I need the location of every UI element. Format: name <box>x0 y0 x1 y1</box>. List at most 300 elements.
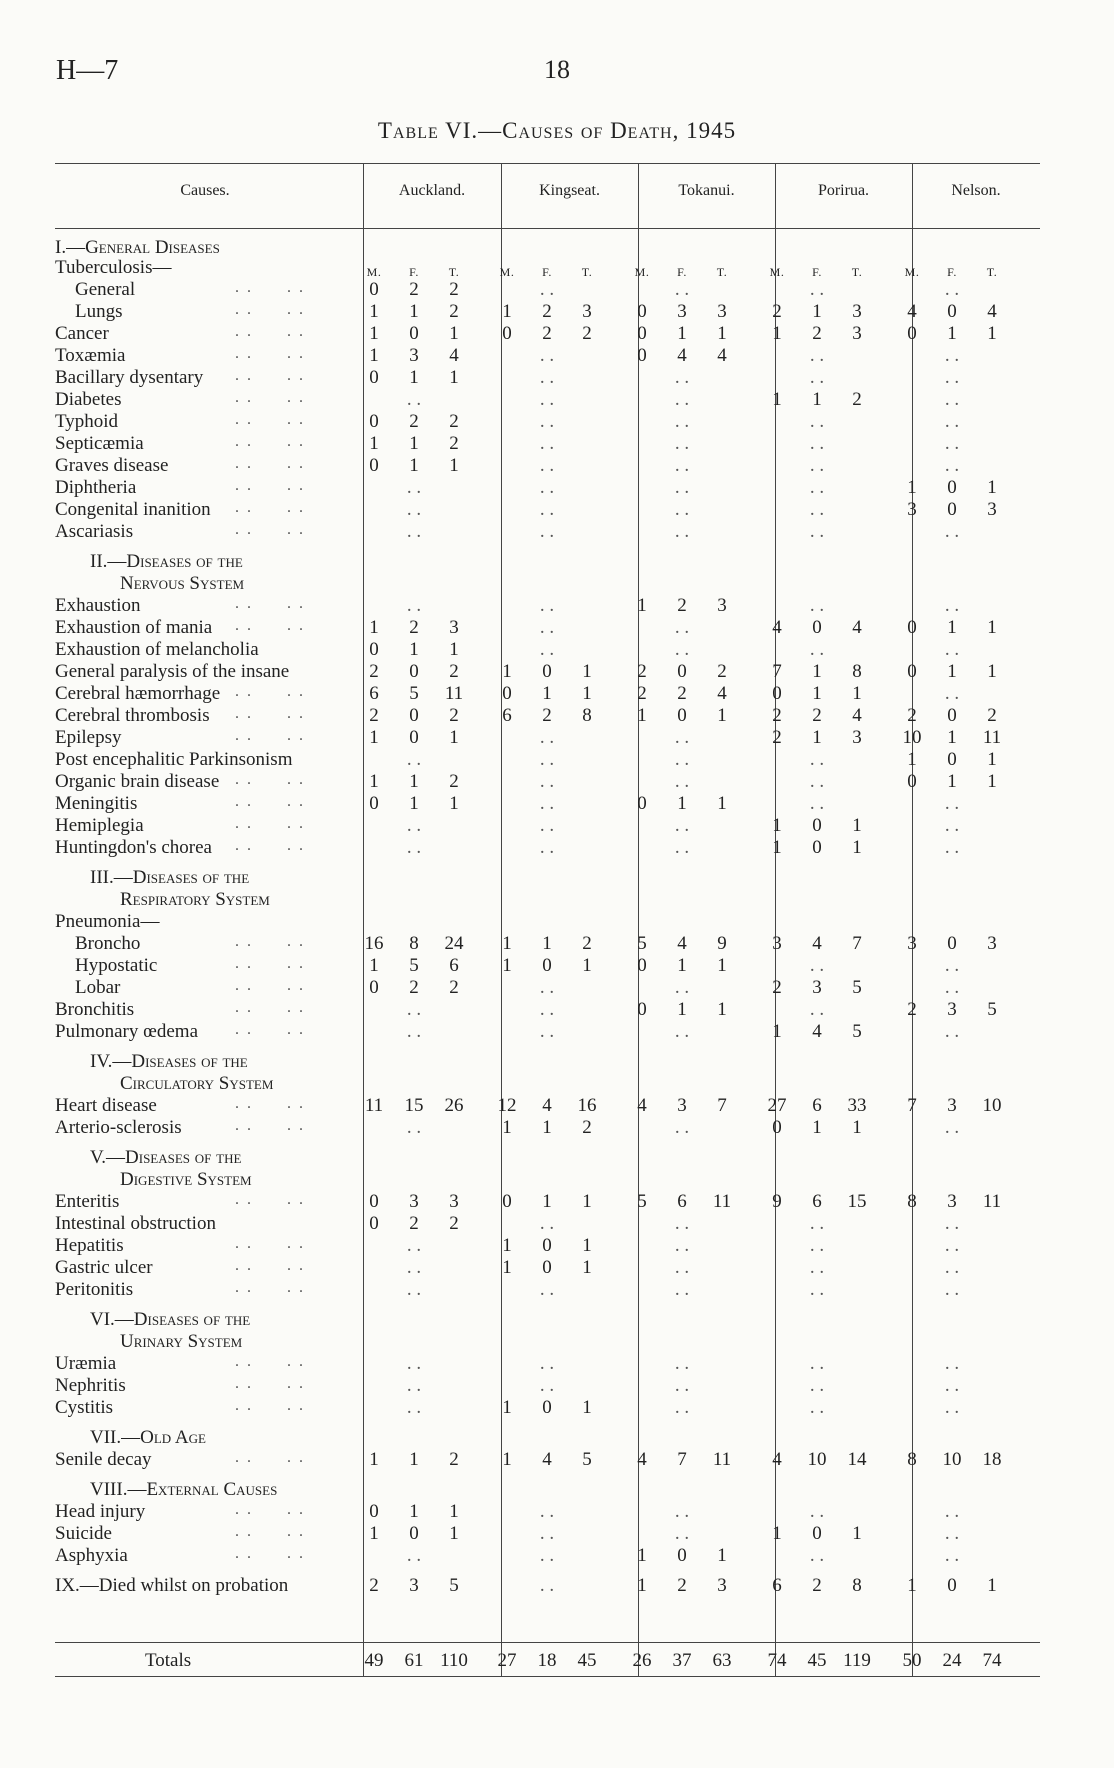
data-cell: . . <box>406 499 422 520</box>
data-cell: 4 <box>677 933 687 954</box>
data-cell: . . <box>944 1021 960 1042</box>
data-cell: 3 <box>947 1191 957 1212</box>
data-cell: 2 <box>369 705 379 726</box>
data-cell: . . <box>944 1523 960 1544</box>
data-cell: 1 <box>582 1235 592 1256</box>
row-label: Cerebral hæmorrhage <box>55 683 221 704</box>
row-label: Broncho <box>75 933 141 954</box>
data-cell: 3 <box>987 499 997 520</box>
data-cell: 27 <box>767 1095 787 1116</box>
data-cell: . . <box>406 595 422 616</box>
data-cell: 1 <box>772 323 782 344</box>
data-cell: 6 <box>449 955 459 976</box>
data-cell: 1 <box>409 639 419 660</box>
data-cell: 1 <box>677 955 687 976</box>
data-cell: . . <box>539 595 555 616</box>
data-cell: 1 <box>717 1545 727 1566</box>
data-cell: 1 <box>812 301 822 322</box>
subheader-t: T. <box>448 265 460 279</box>
data-cell: . . <box>674 433 690 454</box>
data-cell: 1 <box>987 617 997 638</box>
data-cell: 1 <box>502 933 512 954</box>
row-label: Pulmonary œdema <box>55 1021 199 1042</box>
data-cell: 0 <box>369 793 379 814</box>
data-cell: 0 <box>637 955 647 976</box>
row-label: Peritonitis <box>55 1279 134 1300</box>
data-cell: 18 <box>982 1449 1002 1470</box>
data-cell: . . <box>809 771 825 792</box>
data-cell: 1 <box>852 815 862 836</box>
data-cell: 1 <box>449 1501 459 1522</box>
data-cell: 1 <box>677 999 687 1020</box>
leader-dots: . . . . <box>235 793 303 810</box>
data-cell: . . <box>944 433 960 454</box>
data-cell: 0 <box>369 1213 379 1234</box>
data-cell: 1 <box>542 1117 552 1138</box>
data-cell: 110 <box>440 1650 468 1671</box>
data-cell: . . <box>406 999 422 1020</box>
data-cell: 0 <box>637 301 647 322</box>
data-cell: 0 <box>542 1235 552 1256</box>
data-cell: . . <box>944 1375 960 1396</box>
data-cell: 3 <box>907 499 917 520</box>
data-cell: 3 <box>987 933 997 954</box>
data-cell: 15 <box>404 1095 424 1116</box>
data-cell: 2 <box>772 301 782 322</box>
data-cell: 6 <box>502 705 512 726</box>
column-header-institution: Nelson. <box>951 182 1001 199</box>
data-cell: . . <box>406 1375 422 1396</box>
subheader-f: F. <box>409 265 419 279</box>
data-cell: . . <box>944 1213 960 1234</box>
data-cell: . . <box>406 1235 422 1256</box>
data-cell: 45 <box>577 1650 597 1671</box>
data-cell: 0 <box>947 499 957 520</box>
data-cell: 1 <box>907 477 917 498</box>
leader-dots: . . . . <box>235 389 303 406</box>
leader-dots: . . . . <box>235 999 303 1016</box>
data-cell: 10 <box>982 1095 1002 1116</box>
leader-dots: . . . . <box>235 345 303 362</box>
data-cell: 1 <box>409 455 419 476</box>
data-cell: 0 <box>947 749 957 770</box>
data-cell: . . <box>406 477 422 498</box>
section-heading: II.—Diseases of the <box>90 551 243 572</box>
row-label: Hepatitis <box>55 1235 124 1256</box>
data-cell: 0 <box>812 815 822 836</box>
data-cell: . . <box>674 639 690 660</box>
data-cell: . . <box>809 595 825 616</box>
data-cell: 3 <box>852 323 862 344</box>
data-cell: . . <box>944 1279 960 1300</box>
row-label: Gastric ulcer <box>55 1257 153 1278</box>
data-cell: 3 <box>717 1575 727 1596</box>
data-cell: 1 <box>369 323 379 344</box>
data-cell: . . <box>674 1235 690 1256</box>
data-cell: . . <box>944 367 960 388</box>
row-label: Toxæmia <box>55 345 126 366</box>
data-cell: 1 <box>772 389 782 410</box>
data-cell: 1 <box>369 1523 379 1544</box>
section-heading: VI.—Diseases of the <box>90 1309 251 1330</box>
row-label: Enteritis <box>55 1191 120 1212</box>
data-cell: . . <box>674 477 690 498</box>
row-label: Organic brain disease <box>55 771 220 792</box>
data-cell: 0 <box>369 455 379 476</box>
data-cell: 0 <box>502 683 512 704</box>
data-cell: 4 <box>717 345 727 366</box>
leader-dots: . . . . <box>235 279 303 296</box>
data-cell: 1 <box>852 837 862 858</box>
data-cell: 12 <box>497 1095 517 1116</box>
data-cell: 0 <box>947 477 957 498</box>
section-heading: Circulatory System <box>120 1073 274 1094</box>
data-cell: 26 <box>444 1095 464 1116</box>
row-label: Nephritis <box>55 1375 126 1396</box>
data-cell: 7 <box>907 1095 917 1116</box>
data-cell: 0 <box>907 661 917 682</box>
data-cell: . . <box>809 1375 825 1396</box>
data-cell: 0 <box>947 933 957 954</box>
column-header-institution: Tokanui. <box>678 182 735 199</box>
data-cell: 0 <box>369 1191 379 1212</box>
data-cell: . . <box>539 1501 555 1522</box>
row-label: Septicæmia <box>55 433 144 454</box>
data-cell: . . <box>809 1279 825 1300</box>
data-cell: . . <box>539 1575 555 1596</box>
data-cell: . . <box>809 1353 825 1374</box>
data-cell: 1 <box>852 683 862 704</box>
data-cell: . . <box>809 279 825 300</box>
data-cell: . . <box>674 411 690 432</box>
data-cell: 0 <box>502 323 512 344</box>
data-cell: . . <box>944 1353 960 1374</box>
data-cell: 1 <box>947 323 957 344</box>
data-cell: 5 <box>852 977 862 998</box>
leader-dots: . . . . <box>235 499 303 516</box>
data-cell: 2 <box>812 323 822 344</box>
data-cell: . . <box>674 1353 690 1374</box>
data-cell: . . <box>809 639 825 660</box>
data-cell: 11 <box>364 1095 384 1116</box>
data-cell: . . <box>944 815 960 836</box>
data-cell: 1 <box>409 793 419 814</box>
subheader-m: M. <box>366 265 382 279</box>
leader-dots: . . . . <box>235 1375 303 1392</box>
data-cell: 3 <box>677 301 687 322</box>
data-cell: 2 <box>449 279 459 300</box>
data-cell: . . <box>539 1213 555 1234</box>
data-cell: 3 <box>409 1191 419 1212</box>
data-cell: 0 <box>812 1523 822 1544</box>
data-cell: 2 <box>717 661 727 682</box>
data-cell: 1 <box>812 683 822 704</box>
data-cell: . . <box>674 1213 690 1234</box>
data-cell: 4 <box>449 345 459 366</box>
data-cell: . . <box>406 1021 422 1042</box>
data-cell: 2 <box>449 301 459 322</box>
data-cell: 4 <box>717 683 727 704</box>
row-label: Exhaustion <box>55 595 141 616</box>
data-cell: 2 <box>677 595 687 616</box>
data-cell: 1 <box>409 1449 419 1470</box>
data-cell: . . <box>674 279 690 300</box>
data-cell: 2 <box>582 1117 592 1138</box>
row-label: Lobar <box>75 977 121 998</box>
data-cell: . . <box>539 389 555 410</box>
data-cell: 1 <box>987 323 997 344</box>
data-cell: . . <box>944 455 960 476</box>
data-cell: . . <box>539 279 555 300</box>
data-cell: 1 <box>717 999 727 1020</box>
leader-dots: . . . . <box>235 815 303 832</box>
data-cell: 3 <box>409 1575 419 1596</box>
data-cell: . . <box>674 389 690 410</box>
row-label: Cerebral thrombosis <box>55 705 210 726</box>
data-cell: . . <box>539 433 555 454</box>
data-cell: 2 <box>449 1449 459 1470</box>
data-cell: 2 <box>812 1575 822 1596</box>
data-cell: . . <box>944 1257 960 1278</box>
leader-dots: . . . . <box>235 771 303 788</box>
data-cell: 2 <box>449 977 459 998</box>
data-cell: 0 <box>542 955 552 976</box>
data-cell: 2 <box>409 411 419 432</box>
row-label: General paralysis of the insane <box>55 661 290 682</box>
data-cell: . . <box>674 1279 690 1300</box>
data-cell: 0 <box>677 661 687 682</box>
data-cell: 2 <box>582 323 592 344</box>
data-cell: 2 <box>369 661 379 682</box>
data-cell: 4 <box>637 1095 647 1116</box>
data-cell: . . <box>406 1117 422 1138</box>
data-cell: 2 <box>582 933 592 954</box>
data-cell: . . <box>674 1501 690 1522</box>
data-cell: 14 <box>847 1449 867 1470</box>
data-cell: . . <box>944 1235 960 1256</box>
leader-dots: . . . . <box>235 1353 303 1370</box>
data-cell: 1 <box>409 301 419 322</box>
data-cell: . . <box>539 977 555 998</box>
data-cell: 1 <box>369 617 379 638</box>
data-cell: 1 <box>369 1449 379 1470</box>
data-cell: 1 <box>409 433 419 454</box>
data-cell: . . <box>406 1397 422 1418</box>
subheader-f: F. <box>542 265 552 279</box>
row-label: IX.—Died whilst on probation <box>55 1575 289 1596</box>
data-cell: . . <box>539 411 555 432</box>
data-cell: . . <box>674 749 690 770</box>
data-cell: 1 <box>987 661 997 682</box>
data-cell: 3 <box>947 999 957 1020</box>
data-cell: 1 <box>502 1117 512 1138</box>
leader-dots: . . . . <box>235 1095 303 1112</box>
data-cell: 1 <box>502 661 512 682</box>
data-cell: . . <box>539 815 555 836</box>
row-label: Cystitis <box>55 1397 114 1418</box>
data-cell: 9 <box>772 1191 782 1212</box>
data-cell: 1 <box>449 727 459 748</box>
data-cell: . . <box>944 345 960 366</box>
data-cell: 1 <box>502 1397 512 1418</box>
data-cell: 0 <box>542 661 552 682</box>
data-cell: 3 <box>409 345 419 366</box>
leader-dots: . . . . <box>235 1257 303 1274</box>
leader-dots: . . . . <box>235 301 303 318</box>
data-cell: 0 <box>637 793 647 814</box>
data-cell: . . <box>809 477 825 498</box>
data-cell: . . <box>674 1117 690 1138</box>
data-cell: 2 <box>772 977 782 998</box>
data-cell: . . <box>406 1257 422 1278</box>
row-label: Head injury <box>55 1501 146 1522</box>
data-cell: 6 <box>772 1575 782 1596</box>
column-header-causes: Causes. <box>180 182 230 199</box>
data-cell: 3 <box>772 933 782 954</box>
data-cell: 1 <box>409 1501 419 1522</box>
data-cell: 1 <box>907 1575 917 1596</box>
data-cell: 1 <box>677 323 687 344</box>
data-cell: . . <box>674 455 690 476</box>
subheader-f: F. <box>947 265 957 279</box>
subheader-t: T. <box>986 265 998 279</box>
data-cell: 3 <box>852 301 862 322</box>
subheader-m: M. <box>499 265 515 279</box>
data-cell: 2 <box>907 999 917 1020</box>
data-cell: . . <box>809 433 825 454</box>
data-cell: . . <box>539 999 555 1020</box>
data-cell: 1 <box>542 1191 552 1212</box>
data-cell: 6 <box>812 1191 822 1212</box>
data-cell: . . <box>809 1397 825 1418</box>
data-cell: 5 <box>637 933 647 954</box>
data-cell: 1 <box>449 793 459 814</box>
data-cell: . . <box>674 617 690 638</box>
data-cell: . . <box>539 793 555 814</box>
data-cell: 0 <box>947 301 957 322</box>
leader-dots: . . . . <box>235 977 303 994</box>
data-cell: 74 <box>767 1650 787 1671</box>
data-cell: . . <box>944 837 960 858</box>
data-cell: 2 <box>449 771 459 792</box>
data-cell: 0 <box>772 1117 782 1138</box>
data-cell: . . <box>539 1375 555 1396</box>
data-cell: 0 <box>409 1523 419 1544</box>
data-cell: . . <box>944 521 960 542</box>
data-cell: . . <box>406 1545 422 1566</box>
subheader-m: M. <box>634 265 650 279</box>
column-header-institution: Porirua. <box>817 182 870 199</box>
data-cell: 1 <box>907 749 917 770</box>
data-cell: 1 <box>449 323 459 344</box>
leader-dots: . . . . <box>235 1501 303 1518</box>
data-cell: 1 <box>947 617 957 638</box>
data-cell: 1 <box>717 793 727 814</box>
data-cell: 1 <box>772 1021 782 1042</box>
data-cell: 1 <box>582 1397 592 1418</box>
data-cell: . . <box>809 499 825 520</box>
data-cell: 26 <box>632 1650 652 1671</box>
data-cell: 1 <box>449 455 459 476</box>
data-cell: 3 <box>947 1095 957 1116</box>
row-label: Heart disease <box>55 1095 157 1116</box>
data-cell: 2 <box>369 1575 379 1596</box>
section-heading: Nervous System <box>120 573 245 594</box>
data-cell: 8 <box>907 1449 917 1470</box>
data-cell: 4 <box>772 617 782 638</box>
data-cell: 6 <box>677 1191 687 1212</box>
data-cell: . . <box>944 1545 960 1566</box>
subheader-t: T. <box>851 265 863 279</box>
data-cell: . . <box>674 1257 690 1278</box>
data-cell: 15 <box>847 1191 867 1212</box>
data-cell: 8 <box>409 933 419 954</box>
data-cell: 1 <box>987 749 997 770</box>
data-cell: . . <box>809 999 825 1020</box>
leader-dots: . . . . <box>235 323 303 340</box>
row-label: Exhaustion of mania <box>55 617 213 638</box>
row-label: Post encephalitic Parkinsonism <box>55 749 293 770</box>
data-cell: 1 <box>717 705 727 726</box>
data-cell: . . <box>406 749 422 770</box>
data-cell: 1 <box>772 1523 782 1544</box>
data-cell: 2 <box>449 661 459 682</box>
data-cell: 1 <box>582 1257 592 1278</box>
row-label: Huntingdon's chorea <box>55 837 212 858</box>
data-cell: 0 <box>542 1397 552 1418</box>
data-cell: 1 <box>772 815 782 836</box>
data-cell: . . <box>674 837 690 858</box>
data-cell: 1 <box>449 1523 459 1544</box>
data-cell: 2 <box>677 683 687 704</box>
subheader-m: M. <box>769 265 785 279</box>
rule-header <box>55 228 1040 229</box>
data-cell: 11 <box>982 727 1002 748</box>
data-cell: . . <box>539 1021 555 1042</box>
data-cell: . . <box>809 345 825 366</box>
data-cell: . . <box>944 955 960 976</box>
leader-dots: . . . . <box>235 1449 303 1466</box>
data-cell: . . <box>539 455 555 476</box>
data-cell: 18 <box>537 1650 557 1671</box>
row-label: Suicide <box>55 1523 112 1544</box>
data-cell: 4 <box>812 933 822 954</box>
data-cell: 0 <box>542 1257 552 1278</box>
data-cell: 45 <box>807 1650 827 1671</box>
row-label: Arterio-sclerosis <box>55 1117 182 1138</box>
data-cell: . . <box>539 727 555 748</box>
data-cell: 1 <box>947 727 957 748</box>
data-cell: . . <box>539 771 555 792</box>
data-cell: 11 <box>712 1449 732 1470</box>
data-cell: 1 <box>582 683 592 704</box>
data-cell: 3 <box>449 1191 459 1212</box>
data-cell: 1 <box>812 389 822 410</box>
data-cell: 0 <box>677 705 687 726</box>
data-cell: . . <box>944 1117 960 1138</box>
data-cell: 1 <box>677 793 687 814</box>
row-label: Ascariasis <box>55 521 134 542</box>
data-cell: 1 <box>637 595 647 616</box>
data-cell: 0 <box>369 1501 379 1522</box>
data-cell: 10 <box>902 727 922 748</box>
data-cell: . . <box>944 1397 960 1418</box>
data-cell: 4 <box>987 301 997 322</box>
data-cell: . . <box>674 815 690 836</box>
data-cell: 37 <box>672 1650 692 1671</box>
data-cell: 0 <box>907 617 917 638</box>
data-cell: 6 <box>812 1095 822 1116</box>
